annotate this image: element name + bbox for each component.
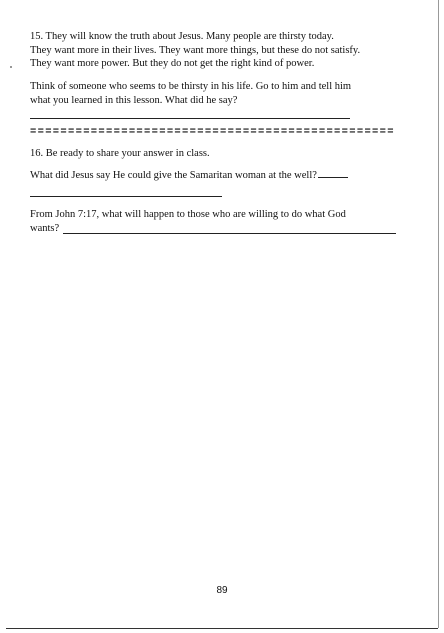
think-prompt-paragraph [30,80,410,107]
think-answer-line[interactable] [30,118,350,119]
stray-mark [10,66,12,68]
page-number: 89 [216,585,228,596]
page-edge-bottom [6,628,438,629]
john-answer-line[interactable] [63,233,396,234]
page-edge-right [438,0,439,628]
john-question-line-1: From John 7:17, what will happen to those who are willing to do what God [30,209,346,220]
think-prompt-line-1: Think of someone who seems to be thirsty in his life. Go to him and tell him [30,81,352,92]
question-15-line-1: 15. They will know the truth about Jesus. Many people are thirsty today. [30,31,334,42]
question-16-text: 16. Be ready to share your answer in class. [30,148,210,159]
samaritan-question [30,168,410,182]
samaritan-answer-line[interactable] [30,196,222,197]
question-15-line-3: They want more power. But they do not get the right kind of power. [30,58,315,69]
samaritan-question-text: What did Jesus say He could give the Samaritan woman at the well? [30,170,317,181]
think-prompt-line-2: what you learned in this lesson. What did he say? [30,94,238,106]
section-divider: ================================================ [30,126,395,138]
question-15-line-2: They want more in their lives. They want more things, but these do not satisfy. [30,44,361,56]
samaritan-question-line [30,168,410,182]
question-15-paragraph [30,30,410,71]
john-question-line-2: wants? [30,222,60,234]
john-question [30,208,410,235]
question-16 [30,147,410,161]
samaritan-inline-answer-blank[interactable] [318,168,348,178]
